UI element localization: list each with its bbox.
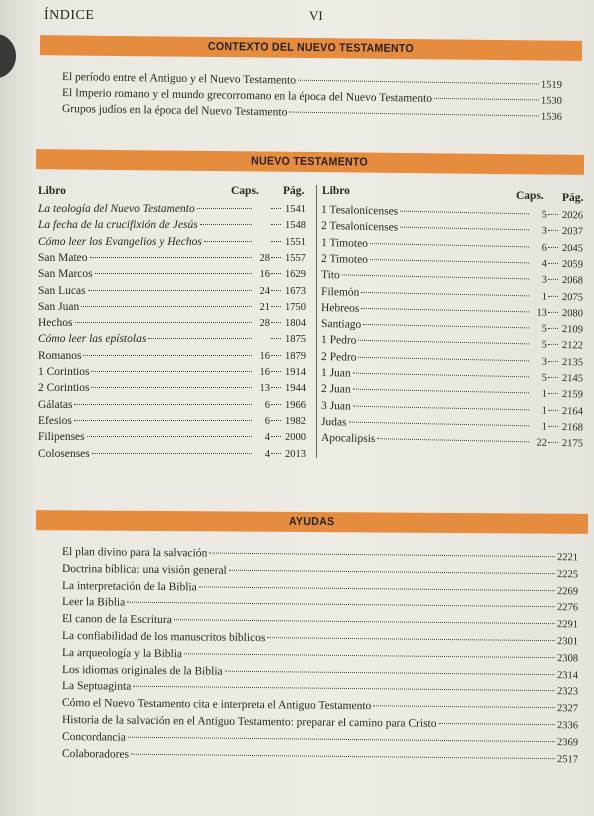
dot-leader	[87, 436, 252, 437]
chapter-count: 6	[264, 399, 270, 411]
dot-leader	[353, 389, 529, 394]
book-name: San Lucas	[38, 284, 86, 297]
dot-leader	[289, 112, 539, 117]
book-name: 1 Corintios	[38, 366, 90, 378]
dot-leader	[349, 421, 529, 426]
chapter-count: 3	[541, 356, 548, 368]
book-page-number: 2059	[561, 258, 584, 271]
dot-leader	[271, 290, 281, 291]
entry-page-number: 2269	[556, 585, 579, 597]
dot-leader	[271, 436, 281, 437]
col-header-caps-right: Caps.	[516, 190, 544, 202]
chapter-count: 5	[541, 340, 548, 352]
chapter-count: 5	[541, 323, 548, 335]
dot-leader	[271, 404, 281, 405]
dot-leader	[81, 306, 252, 307]
chapter-count: 1	[541, 405, 548, 417]
entry-title: La interpretación de la Biblia	[61, 579, 197, 594]
dot-leader	[373, 705, 555, 708]
entry-title: El Imperio romano y el mundo grecorromano en la época del Nuevo Testamento	[61, 87, 433, 105]
entry-title: Colaboradores	[61, 747, 130, 761]
entry-title: El plan divino para la salvación	[61, 546, 208, 560]
chapter-count: 3	[541, 274, 548, 286]
dot-leader	[548, 246, 558, 247]
dot-leader	[400, 227, 529, 231]
dot-leader	[271, 322, 281, 323]
dot-leader	[548, 344, 558, 345]
chapter-count: 16	[259, 269, 270, 281]
book-name: Cómo leer las epístolas	[38, 333, 147, 346]
chapter-count: 16	[259, 350, 270, 362]
entry-page-number: 1530	[540, 95, 563, 107]
section-band-ayudas	[36, 510, 588, 534]
dot-leader	[548, 295, 558, 296]
dot-leader	[225, 670, 555, 674]
dot-leader	[439, 723, 555, 725]
book-name: San Marcos	[38, 268, 93, 281]
dot-leader	[271, 224, 281, 225]
chapter-count: 24	[259, 285, 270, 297]
chapter-count: 6	[541, 242, 548, 254]
dot-leader	[434, 98, 539, 101]
dot-leader	[174, 619, 555, 624]
book-row	[38, 414, 306, 429]
book-name: 1 Timoteo	[320, 236, 369, 250]
dot-leader	[377, 438, 529, 442]
book-page-number: 2037	[561, 226, 584, 238]
binder-ring-hole	[0, 34, 16, 78]
dot-leader	[400, 211, 529, 215]
chapter-count: 3	[541, 225, 548, 238]
book-page-number: 2080	[561, 307, 584, 320]
book-page-number: 2135	[561, 356, 584, 369]
entry-title: Concordancia	[61, 730, 126, 744]
chapter-count: 6	[264, 415, 270, 427]
dot-leader	[271, 338, 281, 339]
book-name: Cómo leer los Evangelios y Hechos	[38, 235, 202, 248]
dot-leader	[271, 241, 281, 242]
dot-leader	[370, 259, 529, 263]
page-header-title: ÍNDICE	[44, 8, 95, 23]
chapter-count: 1	[541, 388, 548, 401]
chapter-count: 28	[259, 252, 270, 264]
book-row	[38, 349, 306, 364]
book-page-number: 2168	[561, 421, 584, 434]
book-page-number: 1879	[285, 350, 306, 362]
dot-leader	[267, 637, 555, 641]
entry-page-number: 2369	[556, 736, 579, 749]
chapter-count: 1	[541, 421, 548, 433]
chapter-count: 16	[259, 367, 270, 378]
dot-leader	[74, 420, 252, 421]
book-row	[38, 235, 306, 250]
book-row	[38, 202, 306, 217]
entry-page-number: 2276	[556, 602, 579, 614]
book-page-number: 1673	[285, 285, 306, 297]
book-page-number: 1914	[285, 367, 306, 378]
book-page-number: 2175	[561, 438, 584, 450]
book-name: Santiago	[320, 318, 362, 331]
entry-page-number: 2308	[556, 652, 579, 665]
dot-leader	[271, 273, 281, 274]
book-name: Efesios	[38, 414, 72, 427]
dot-leader	[92, 453, 252, 454]
chapter-count: 13	[259, 383, 270, 395]
entry-title: La arqueología y la Biblia	[61, 646, 183, 661]
entry-title: El canon de la Escritura	[61, 613, 172, 627]
book-page-number: 1629	[285, 269, 306, 281]
entry-title: Los idiomas originales de la Biblia	[61, 663, 223, 678]
col-header-libro-right: Libro	[322, 185, 350, 197]
dot-leader	[204, 241, 252, 242]
entry-title: Doctrina bíblica: una visión general	[61, 562, 227, 577]
section-band-contexto	[40, 35, 582, 61]
dot-leader	[90, 257, 252, 258]
book-row	[38, 332, 306, 347]
entry-page-number: 2291	[556, 619, 579, 631]
dot-leader	[197, 208, 252, 209]
dot-leader	[370, 243, 529, 247]
dot-leader	[548, 328, 558, 329]
book-name: La teología del Nuevo Testamento	[38, 203, 195, 215]
dot-leader	[358, 340, 529, 345]
col-header-caps-left: Caps.	[231, 185, 259, 197]
book-row	[38, 381, 306, 396]
book-name: 2 Timoteo	[320, 252, 369, 266]
book-name: 2 Pedro	[320, 350, 357, 364]
book-name: Hechos	[38, 317, 73, 330]
book-page-number: 2026	[561, 210, 584, 222]
book-page-number: 1541	[285, 204, 306, 215]
entry-page-number: 2517	[556, 753, 579, 765]
index-entry	[62, 747, 578, 767]
book-row	[38, 398, 306, 413]
entry-page-number: 2225	[556, 568, 579, 581]
dot-leader	[229, 570, 555, 574]
dot-leader	[271, 453, 281, 454]
dot-leader	[361, 308, 529, 313]
dot-leader	[361, 291, 529, 296]
entry-page-number: 2301	[556, 636, 579, 648]
book-row	[38, 447, 306, 462]
book-page-number: 2145	[561, 373, 584, 385]
book-name: La fecha de la crucifixión de Jesús	[38, 219, 198, 232]
entry-page-number: 2323	[556, 686, 579, 698]
dot-leader	[548, 214, 558, 215]
book-name: 3 Juan	[320, 399, 351, 413]
dot-leader	[88, 290, 252, 291]
book-page-number: 1548	[285, 220, 306, 232]
chapter-count: 22	[536, 437, 548, 449]
chapter-count: 1	[541, 291, 548, 303]
chapter-count: 4	[264, 432, 270, 444]
entry-page-number: 2314	[556, 669, 579, 681]
entry-title: Historia de la salvación en el Antiguo Testamento: preparar el camino para Cristo	[61, 714, 437, 730]
dot-leader	[548, 426, 558, 427]
book-row	[38, 300, 306, 315]
book-name: San Mateo	[38, 251, 88, 264]
dot-leader	[548, 279, 558, 280]
chapter-count: 4	[541, 258, 548, 270]
book-page-number: 2159	[561, 389, 584, 401]
book-page-number: 2109	[561, 324, 584, 336]
book-name: 2 Tesalonicenses	[320, 220, 399, 234]
book-name: 1 Pedro	[320, 334, 357, 348]
dot-leader	[548, 312, 558, 313]
book-name: Filipenses	[38, 431, 85, 444]
dot-leader	[271, 420, 281, 421]
chapter-count: 21	[259, 301, 270, 313]
dot-leader	[548, 263, 558, 264]
book-row	[38, 430, 306, 445]
book-name: 1 Juan	[320, 367, 351, 380]
dot-leader	[127, 602, 555, 607]
chapter-count: 13	[536, 307, 548, 319]
dot-leader	[298, 80, 539, 85]
dot-leader	[75, 322, 253, 323]
entry-title: Cómo el Nuevo Testamento cita e interpreta el Antiguo Testamento	[61, 697, 372, 713]
book-name: San Juan	[38, 300, 80, 313]
section-title-contexto: CONTEXTO DEL NUEVO TESTAMENTO	[207, 40, 415, 56]
entry-title: El período entre el Antiguo y el Nuevo Testamento	[61, 71, 297, 87]
dot-leader	[271, 371, 281, 372]
column-divider	[316, 185, 317, 458]
book-row	[38, 251, 306, 266]
dot-leader	[548, 393, 558, 394]
dot-leader	[271, 387, 281, 388]
dot-leader	[133, 686, 555, 691]
entry-page-number: 2336	[556, 720, 579, 732]
entry-title: Leer la Biblia	[61, 596, 126, 610]
dot-leader	[548, 360, 558, 361]
entry-title: Grupos judíos en la época del Nuevo Testamento	[61, 103, 288, 119]
col-header-pag-right: Pág.	[562, 192, 584, 204]
entry-title: La confiabilidad de los manuscritos bíblicos	[61, 630, 266, 645]
col-header-pag-left: Pág.	[283, 185, 305, 197]
dot-leader	[548, 409, 558, 410]
book-page-number: 1551	[285, 236, 306, 248]
book-page-number: 1966	[285, 399, 306, 411]
book-name: Gálatas	[38, 398, 73, 411]
dot-leader	[358, 356, 529, 361]
dot-leader	[363, 324, 529, 328]
page-number: VI	[309, 8, 323, 23]
book-row	[38, 365, 306, 380]
book-page-number: 2045	[561, 242, 584, 255]
book-name: Colosenses	[38, 447, 90, 460]
section-title-ayudas: AYUDAS	[289, 515, 335, 529]
book-page-number: 2000	[285, 432, 306, 444]
dot-leader	[148, 338, 252, 339]
dot-leader	[83, 355, 252, 356]
book-page-number: 2068	[561, 275, 584, 287]
book-page-number: 2013	[285, 448, 306, 460]
dot-leader	[200, 224, 252, 225]
dot-leader	[131, 753, 555, 758]
entry-page-number: 1519	[540, 79, 563, 91]
book-name: 2 Juan	[320, 383, 351, 396]
col-header-libro-left: Libro	[38, 185, 66, 197]
book-name: 2 Corintios	[38, 382, 90, 395]
dot-leader	[91, 371, 252, 372]
book-page-number: 1982	[285, 415, 306, 427]
chapter-count: 5	[541, 209, 548, 221]
dot-leader	[271, 355, 281, 356]
book-name: Hebreos	[320, 301, 360, 315]
bleed-through-text	[30, 478, 584, 492]
dot-leader	[271, 257, 281, 258]
book-page-number: 1750	[285, 301, 306, 313]
dot-leader	[199, 586, 555, 591]
book-row	[38, 284, 306, 299]
entry-title: La Septuaginta	[61, 680, 132, 694]
book-name: Romanos	[38, 349, 82, 362]
section-title-nt: NUEVO TESTAMENTO	[251, 155, 369, 169]
book-row	[38, 316, 306, 331]
book-name: Apocalipsis	[320, 432, 376, 446]
book-row	[38, 218, 306, 233]
book-page-number: 2075	[561, 291, 584, 303]
dot-leader	[128, 736, 555, 741]
entry-page-number: 2327	[556, 703, 579, 715]
dot-leader	[342, 275, 529, 280]
dot-leader	[548, 442, 558, 443]
dot-leader	[184, 653, 555, 658]
dot-leader	[271, 208, 281, 209]
book-name: Tito	[320, 269, 340, 282]
chapter-count: 28	[259, 318, 270, 330]
book-row	[38, 267, 306, 282]
book-page-number: 1557	[285, 252, 306, 264]
section-band-nt	[36, 149, 584, 175]
book-name: Filemón	[320, 285, 360, 299]
entry-page-number: 1536	[540, 111, 563, 123]
book-page-number: 2122	[561, 340, 584, 352]
chapter-count: 5	[541, 372, 548, 384]
dot-leader	[91, 387, 252, 388]
book-name: 1 Tesalonicenses	[320, 204, 399, 218]
book-page-number: 1804	[285, 318, 306, 330]
dot-leader	[74, 404, 252, 405]
dot-leader	[209, 553, 555, 558]
dot-leader	[353, 373, 529, 378]
book-page-number: 1875	[285, 334, 306, 346]
dot-leader	[548, 377, 558, 378]
chapter-count: 4	[264, 448, 270, 460]
dot-leader	[353, 405, 529, 410]
entry-page-number: 2221	[556, 552, 579, 564]
book-name: Judas	[320, 415, 347, 429]
book-page-number: 2164	[561, 405, 584, 418]
dot-leader	[271, 306, 281, 307]
dot-leader	[95, 273, 252, 274]
dot-leader	[548, 230, 558, 231]
book-page-number: 1944	[285, 383, 306, 395]
